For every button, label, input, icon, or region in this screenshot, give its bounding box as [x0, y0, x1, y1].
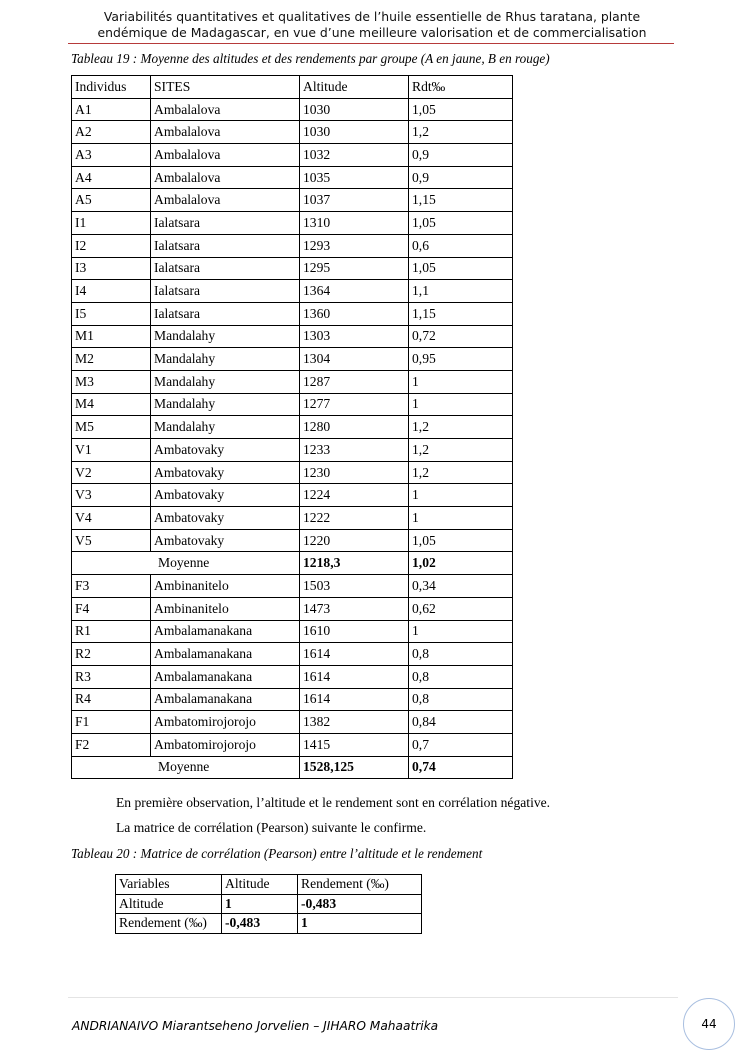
table19-row-b — [72, 665, 513, 688]
table20-header-row-cell: Variables — [116, 875, 222, 895]
table19-row-a — [72, 529, 513, 552]
table19-row-a-cell: 0,72 — [409, 325, 513, 348]
table19-row-a-cell: M4 — [72, 393, 151, 416]
table19-row-b-cell: 0,8 — [409, 643, 513, 666]
table19-row-a-cell: 1,05 — [409, 212, 513, 235]
table19-row-b-cell: Ambalamanakana — [151, 643, 300, 666]
table19-row-a — [72, 325, 513, 348]
table19-row-a-cell: 1 — [409, 370, 513, 393]
table19-row-a-cell: Ambatovaky — [151, 507, 300, 530]
table19-row-b-cell: 0,8 — [409, 665, 513, 688]
table19-row-a-cell: Ambatovaky — [151, 461, 300, 484]
table19-row-a-cell: M1 — [72, 325, 151, 348]
table20-row-cell: Rendement (‰) — [116, 914, 222, 934]
table19-row-a-cell: Ambatovaky — [151, 529, 300, 552]
table19-row-a-cell: I3 — [72, 257, 151, 280]
table19-row-b — [72, 575, 513, 598]
table19-row-b-cell: 1610 — [300, 620, 409, 643]
table19-header-row — [72, 76, 513, 99]
table19-mean-row-a — [72, 552, 513, 575]
table19-row-a — [72, 280, 513, 303]
table19-row-b-cell: R1 — [72, 620, 151, 643]
paragraph-confirmation: La matrice de corrélation (Pearson) suivante le confirme. — [116, 820, 427, 835]
table19-row-a-cell: Mandalahy — [151, 325, 300, 348]
table19-row-b — [72, 733, 513, 756]
table19-row-a-cell: 1310 — [300, 212, 409, 235]
table19-mean-row-b — [72, 756, 513, 779]
table19-row-a-cell: 1,2 — [409, 461, 513, 484]
table20-header-row — [116, 875, 422, 895]
table19-row-a-cell: 1277 — [300, 393, 409, 416]
table19-row-a-cell: A3 — [72, 144, 151, 167]
table20 — [115, 874, 422, 934]
table19-row-a-cell: 0,95 — [409, 348, 513, 371]
table19-row-b — [72, 688, 513, 711]
table19-row-a-cell: Ialatsara — [151, 234, 300, 257]
table19-row-b-cell: 1382 — [300, 711, 409, 734]
table19-row-a-cell: Ambalalova — [151, 189, 300, 212]
header-line-1: Variabilités quantitatives et qualitatives de l’huile essentielle de Rhus taratana, plante — [103, 9, 641, 24]
table20-caption: Tableau 20 : Matrice de corrélation (Pearson) entre l’altitude et le rendement — [71, 846, 483, 861]
mean-altitude: 1528,125 — [300, 756, 409, 779]
mean-label: Moyenne — [72, 552, 300, 575]
table19-row-a-cell: Ialatsara — [151, 257, 300, 280]
table19-row-a-cell: Mandalahy — [151, 416, 300, 439]
table19 — [71, 75, 513, 779]
table19-row-b-cell: F3 — [72, 575, 151, 598]
table20-row-cell: 1 — [298, 914, 422, 934]
table19-row-a-cell: 1 — [409, 507, 513, 530]
table19-row-b-cell: 1 — [409, 620, 513, 643]
table19-row-a — [72, 121, 513, 144]
table19-row-a-cell: A2 — [72, 121, 151, 144]
table19-row-a-cell: 1032 — [300, 144, 409, 167]
mean-altitude: 1218,3 — [300, 552, 409, 575]
table19-row-a-cell: 1293 — [300, 234, 409, 257]
table19-row-a-cell: 1,1 — [409, 280, 513, 303]
table19-row-a — [72, 212, 513, 235]
header-divider — [68, 43, 674, 44]
table19-row-a-cell: M2 — [72, 348, 151, 371]
table19-row-a-cell: 1303 — [300, 325, 409, 348]
table19-row-a-cell: A1 — [72, 98, 151, 121]
table19-row-a-cell: 1,2 — [409, 416, 513, 439]
table19-row-b-cell: 0,8 — [409, 688, 513, 711]
table19-row-b-cell: 1503 — [300, 575, 409, 598]
table19-row-a — [72, 393, 513, 416]
table19-header-row-cell: Altitude — [300, 76, 409, 99]
table19-row-a-cell: Ambatovaky — [151, 484, 300, 507]
table19-row-a-cell: 1280 — [300, 416, 409, 439]
table19-row-a — [72, 144, 513, 167]
table19-row-b-cell: Ambalamanakana — [151, 620, 300, 643]
table19-row-b-cell: Ambalamanakana — [151, 665, 300, 688]
table20-row — [116, 894, 422, 914]
paragraph-observation: En première observation, l’altitude et le rendement sont en corrélation négative. — [116, 795, 551, 810]
table19-row-a-cell: 1,2 — [409, 121, 513, 144]
table19-row-a-cell: Ialatsara — [151, 280, 300, 303]
table20-row-cell: -0,483 — [222, 914, 298, 934]
table19-row-b-cell: F2 — [72, 733, 151, 756]
table19-row-b-cell: R4 — [72, 688, 151, 711]
footer-divider — [68, 997, 678, 998]
table19-row-a — [72, 507, 513, 530]
table19-row-b-cell: 0,34 — [409, 575, 513, 598]
table19-header-row-cell: SITES — [151, 76, 300, 99]
table19-row-a-cell: 1 — [409, 484, 513, 507]
table19-row-b-cell: 0,84 — [409, 711, 513, 734]
mean-rdt: 0,74 — [409, 756, 513, 779]
table19-row-b-cell: F4 — [72, 597, 151, 620]
table19-row-a-cell: Ialatsara — [151, 212, 300, 235]
mean-label: Moyenne — [72, 756, 300, 779]
table19-row-a — [72, 461, 513, 484]
table19-row-a — [72, 416, 513, 439]
table19-row-a-cell: Mandalahy — [151, 348, 300, 371]
table19-row-b-cell: 0,7 — [409, 733, 513, 756]
table19-row-a-cell: 1 — [409, 393, 513, 416]
table19-caption: Tableau 19 : Moyenne des altitudes et des rendements par groupe (A en jaune, B en rouge) — [71, 51, 550, 66]
table19-row-a-cell: 0,9 — [409, 144, 513, 167]
table19-row-b-cell: 1415 — [300, 733, 409, 756]
table19-row-a-cell: V1 — [72, 439, 151, 462]
table19-row-a-cell: 1233 — [300, 439, 409, 462]
table19-row-b — [72, 620, 513, 643]
table19-row-a-cell: I2 — [72, 234, 151, 257]
table20-header-row-cell: Altitude — [222, 875, 298, 895]
table19-row-a-cell: Mandalahy — [151, 393, 300, 416]
table19-row-a-cell: 0,6 — [409, 234, 513, 257]
table19-row-a-cell: 1,15 — [409, 189, 513, 212]
table19-row-a-cell: M3 — [72, 370, 151, 393]
table19-row-b-cell: R3 — [72, 665, 151, 688]
table19-row-b-cell: 1614 — [300, 688, 409, 711]
table19-row-a-cell: I4 — [72, 280, 151, 303]
table19-row-a — [72, 484, 513, 507]
table19-row-b — [72, 711, 513, 734]
table19-row-a-cell: 1,05 — [409, 98, 513, 121]
table19-row-a-cell: Mandalahy — [151, 370, 300, 393]
table19-row-b-cell: Ambalamanakana — [151, 688, 300, 711]
table19-row-a-cell: Ambalalova — [151, 121, 300, 144]
table19-row-a-cell: I5 — [72, 302, 151, 325]
table19-row-b — [72, 597, 513, 620]
table19-row-a-cell: 1,15 — [409, 302, 513, 325]
table19-row-b-cell: 0,62 — [409, 597, 513, 620]
table19-row-b-cell: 1614 — [300, 665, 409, 688]
table19-row-a-cell: 1030 — [300, 121, 409, 144]
header-line-2: endémique de Madagascar, en vue d’une meilleure valorisation et de commercialisation — [97, 25, 647, 40]
running-header — [68, 9, 676, 41]
table19-row-a — [72, 348, 513, 371]
mean-rdt: 1,02 — [409, 552, 513, 575]
table19-row-a — [72, 439, 513, 462]
table19-row-a-cell: 1364 — [300, 280, 409, 303]
table19-row-a-cell: V3 — [72, 484, 151, 507]
table19-row-a-cell: V5 — [72, 529, 151, 552]
table19-row-a-cell: 1030 — [300, 98, 409, 121]
table19-row-a — [72, 166, 513, 189]
table19-row-b-cell: 1473 — [300, 597, 409, 620]
table19-row-b-cell: R2 — [72, 643, 151, 666]
table20-row-cell: Altitude — [116, 894, 222, 914]
table19-header-row-cell: Individus — [72, 76, 151, 99]
table19-row-a-cell: 1,05 — [409, 529, 513, 552]
table19-row-a — [72, 234, 513, 257]
table19-row-a — [72, 257, 513, 280]
table20-header-row-cell: Rendement (‰) — [298, 875, 422, 895]
table19-row-a-cell: 1304 — [300, 348, 409, 371]
table19-row-a-cell: 1360 — [300, 302, 409, 325]
table19-row-a-cell: 1,05 — [409, 257, 513, 280]
table19-row-a-cell: 1222 — [300, 507, 409, 530]
table19-row-a-cell: Ambalalova — [151, 98, 300, 121]
page-number: 44 — [683, 998, 735, 1050]
table19-header-row-cell: Rdt‰ — [409, 76, 513, 99]
table19-row-a — [72, 370, 513, 393]
table19-row-a-cell: Ambatovaky — [151, 439, 300, 462]
table20-row — [116, 914, 422, 934]
table19-row-b-cell: Ambatomirojorojo — [151, 711, 300, 734]
table19-row-a-cell: 1035 — [300, 166, 409, 189]
table19-row-a-cell: A4 — [72, 166, 151, 189]
table19-row-a-cell: 1,2 — [409, 439, 513, 462]
table19-row-a-cell: 1287 — [300, 370, 409, 393]
table19-row-a-cell: 1230 — [300, 461, 409, 484]
table19-row-a-cell: I1 — [72, 212, 151, 235]
table19-row-a-cell: A5 — [72, 189, 151, 212]
table19-row-a-cell: V2 — [72, 461, 151, 484]
table19-row-a-cell: Ambalalova — [151, 166, 300, 189]
table19-row-b-cell: F1 — [72, 711, 151, 734]
table19-row-b-cell: 1614 — [300, 643, 409, 666]
table19-row-a-cell: Ialatsara — [151, 302, 300, 325]
table19-row-a — [72, 98, 513, 121]
footer-authors: ANDRIANAIVO Miarantseheno Jorvelien – JIHARO Mahaatrika — [72, 1019, 439, 1033]
table19-row-a-cell: 0,9 — [409, 166, 513, 189]
table19-row-b-cell: Ambatomirojorojo — [151, 733, 300, 756]
table20-row-cell: 1 — [222, 894, 298, 914]
table19-row-b — [72, 643, 513, 666]
table19-row-a — [72, 302, 513, 325]
table19-row-a — [72, 189, 513, 212]
table19-row-a-cell: 1224 — [300, 484, 409, 507]
table19-row-a-cell: M5 — [72, 416, 151, 439]
table20-row-cell: -0,483 — [298, 894, 422, 914]
table19-row-a-cell: V4 — [72, 507, 151, 530]
table19-row-a-cell: 1295 — [300, 257, 409, 280]
table19-row-a-cell: 1220 — [300, 529, 409, 552]
table19-row-a-cell: Ambalalova — [151, 144, 300, 167]
table19-row-b-cell: Ambinanitelo — [151, 575, 300, 598]
table19-row-a-cell: 1037 — [300, 189, 409, 212]
table19-row-b-cell: Ambinanitelo — [151, 597, 300, 620]
